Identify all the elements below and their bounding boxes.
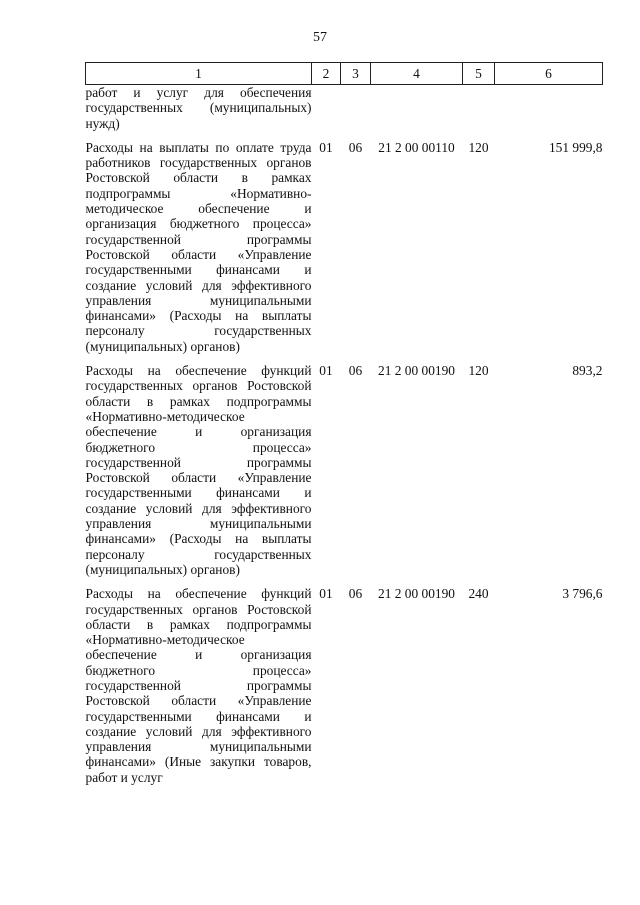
row-amount: 893,2 [572, 363, 603, 379]
column-header-4: 4 [371, 63, 463, 85]
row-target-article: 21 2 00 00190 [378, 586, 455, 602]
page-number: 57 [313, 30, 327, 45]
row-expense-type: 120 [468, 363, 489, 379]
row-amount: 151 999,8 [548, 139, 603, 155]
row-expense-type: 240 [468, 586, 489, 602]
row-spacer [86, 577, 603, 586]
row-section: 01 [319, 586, 333, 602]
row-expense-type [463, 85, 495, 131]
table-row [86, 85, 603, 131]
row-subsection: 06 [348, 139, 363, 155]
row-expense-type: 120 [468, 139, 489, 155]
table-row [86, 140, 603, 354]
row-spacer [86, 131, 603, 140]
row-description: Расходы на обеспечение функций государственных органов Ростовской области в рамках подпрограммы «Нормативно-методическое обеспечение и организация бюджетного процесса» государственной программы Ростовской области «Управление государственными финансами и создание условий для эффективного управления муниципальными финансами» (Иные закупки товаров, работ и услуг [85, 586, 312, 785]
row-amount: 3 796,6 [562, 586, 603, 602]
row-description: Расходы на обеспечение функций государственных органов Ростовской области в рамках подпрограммы «Нормативно-методическое обеспечение и организация бюджетного процесса» государственной программы Ростовской области «Управление государственными финансами и создание условий для эффективного управления муниципальными финансами» (Расходы на выплаты персоналу государственных (муниципальных) органов) [85, 363, 312, 577]
column-header-1: 1 [86, 63, 312, 85]
column-header-6: 6 [495, 63, 603, 85]
row-amount [495, 85, 603, 131]
row-subsection: 06 [348, 586, 363, 602]
table-row [86, 586, 603, 785]
row-spacer [86, 354, 603, 363]
column-header-5: 5 [463, 63, 495, 85]
row-description: Расходы на выплаты по оплате труда работников государственных органов Ростовской области в рамках подпрограммы «Нормативно-методическое обеспечение и организация бюджетного процесса» государственной программы Ростовской области «Управление государственными финансами и создание условий для эффективного управления муниципальными финансами» (Расходы на выплаты персоналу государственных (муниципальных) органов) [85, 139, 312, 354]
column-header-2: 2 [312, 63, 341, 85]
row-target-article [371, 85, 463, 131]
row-description: работ и услуг для обеспечения государственных (муниципальных) нужд) [85, 85, 312, 131]
table-row [86, 363, 603, 577]
row-subsection [341, 85, 371, 131]
table-header-row [86, 63, 603, 85]
row-section: 01 [319, 139, 333, 155]
row-target-article: 21 2 00 00110 [378, 139, 455, 155]
row-section: 01 [319, 363, 333, 379]
row-target-article: 21 2 00 00190 [378, 363, 455, 379]
row-section [312, 85, 341, 131]
column-header-3: 3 [341, 63, 371, 85]
row-subsection: 06 [348, 363, 363, 379]
budget-table [85, 62, 603, 785]
